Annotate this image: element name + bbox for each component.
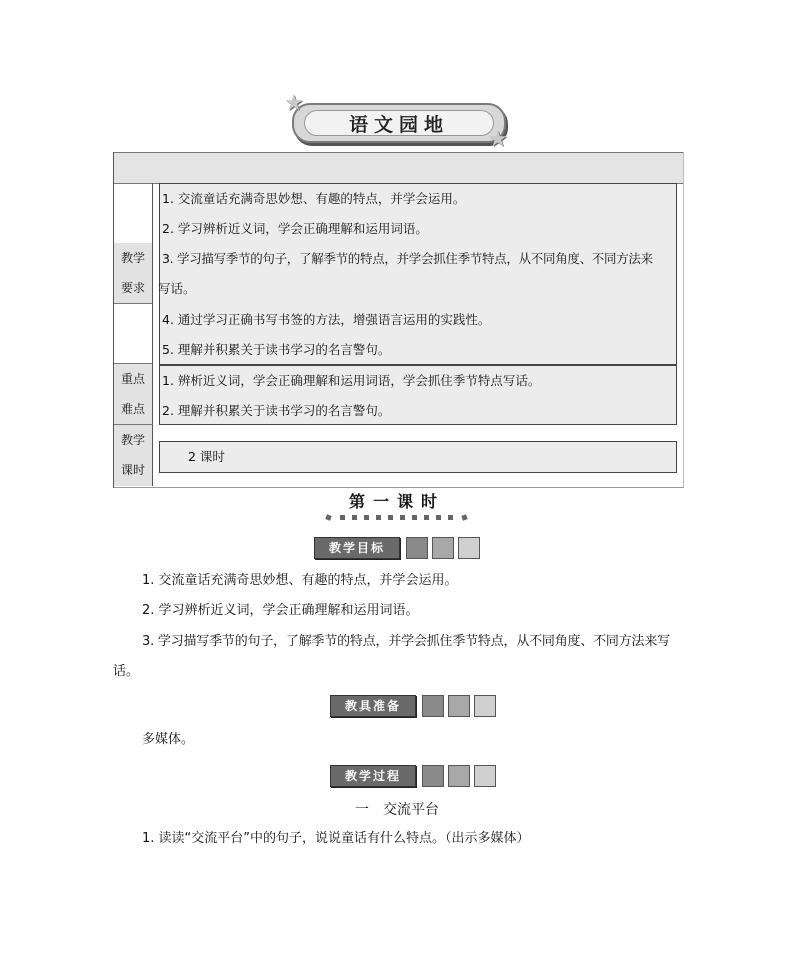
tag-square bbox=[448, 765, 470, 787]
tag-square bbox=[458, 537, 480, 559]
tag-square bbox=[406, 537, 428, 559]
lesson-goal-line: 1. 交流童话充满奇思妙想、有趣的特点，并学会运用。 bbox=[142, 573, 458, 588]
tag-square bbox=[474, 695, 496, 717]
label-goals-line1: 教学 bbox=[120, 251, 145, 265]
label-goals-line2: 要求 bbox=[120, 281, 145, 295]
goal-line: 2. 学习辨析近义词，学会正确理解和运用词语。 bbox=[162, 221, 428, 236]
tag-teaching-goals bbox=[314, 537, 482, 559]
dotted-divider bbox=[326, 512, 470, 522]
star-icon: ★ bbox=[284, 91, 304, 116]
lesson-title: 第一课时 bbox=[348, 492, 445, 511]
tag-label: 教学过程 bbox=[330, 765, 416, 787]
lesson-info-table bbox=[113, 152, 684, 488]
keys-box bbox=[159, 365, 677, 425]
lesson-goal-line: 3. 学习描写季节的句子，了解季节的特点，并学会抓住季节特点，从不同角度、不同方法来写 bbox=[142, 634, 670, 649]
label-cell-goals bbox=[114, 243, 153, 304]
hours-box bbox=[159, 441, 677, 473]
label-hours-line2: 课时 bbox=[120, 463, 145, 477]
tools-text: 多媒体。 bbox=[142, 732, 195, 747]
tag-square bbox=[422, 765, 444, 787]
key-line: 2. 理解并积累关于读书学习的名言警句。 bbox=[162, 403, 391, 418]
step-line: 1. 读读“交流平台”中的句子，说说童话有什么特点。（出示多媒体） bbox=[142, 831, 530, 846]
label-cell-blank bbox=[114, 183, 153, 244]
tag-square bbox=[422, 695, 444, 717]
lesson-goal-line: 话。 bbox=[113, 664, 140, 679]
label-hours-line1: 教学 bbox=[120, 433, 145, 447]
lesson-goal-line: 2. 学习辨析近义词，学会正确理解和运用词语。 bbox=[142, 603, 419, 618]
key-line: 1. 辨析近义词，学会正确理解和运用词语，学会抓住季节特点写话。 bbox=[162, 373, 541, 388]
goal-line: 5. 理解并积累关于读书学习的名言警句。 bbox=[162, 342, 391, 357]
title-banner-inner bbox=[304, 110, 494, 136]
goals-box bbox=[159, 183, 677, 365]
tag-teaching-process bbox=[330, 765, 498, 787]
hours-text: 2 课时 bbox=[188, 449, 225, 464]
goal-line: 1. 交流童话充满奇思妙想、有趣的特点，并学会运用。 bbox=[162, 191, 466, 206]
goal-line: 写话。 bbox=[158, 281, 196, 296]
section-heading: 一 交流平台 bbox=[355, 802, 439, 818]
label-cell-blank bbox=[114, 303, 153, 364]
tag-square bbox=[448, 695, 470, 717]
goal-line: 3. 学习描写季节的句子，了解季节的特点，并学会抓住季节特点，从不同角度、不同方法来 bbox=[162, 251, 653, 266]
label-keys-line2: 难点 bbox=[120, 402, 145, 416]
goal-line: 4. 通过学习正确书写书签的方法，增强语言运用的实践性。 bbox=[162, 312, 491, 327]
tag-square bbox=[432, 537, 454, 559]
star-icon: ★ bbox=[488, 127, 508, 152]
table-header-row bbox=[114, 152, 683, 184]
label-cell-hours bbox=[114, 425, 153, 486]
label-keys-line1: 重点 bbox=[120, 372, 145, 386]
tag-square bbox=[474, 765, 496, 787]
tag-teaching-tools bbox=[330, 695, 498, 717]
label-cell-keys bbox=[114, 364, 153, 425]
tag-label: 教学目标 bbox=[314, 537, 400, 559]
title-banner bbox=[292, 103, 506, 143]
tag-label: 教具准备 bbox=[330, 695, 416, 717]
banner-title: 语文园地 bbox=[348, 113, 449, 136]
